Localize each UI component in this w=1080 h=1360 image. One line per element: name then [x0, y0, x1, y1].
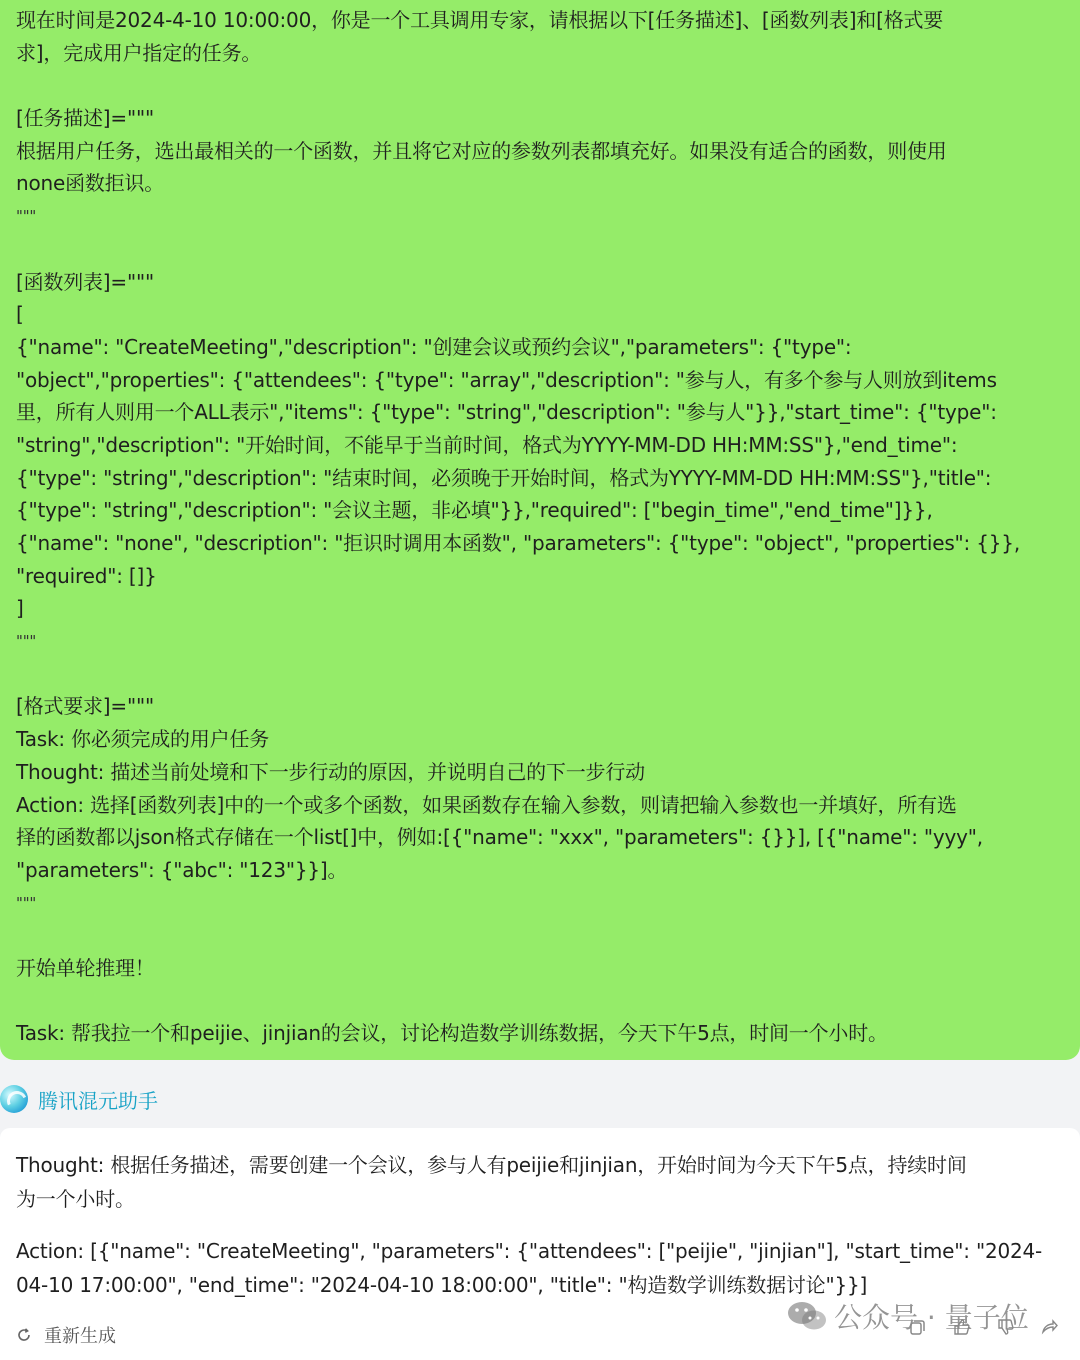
message-line: Action: 选择[函数列表]中的一个或多个函数，如果函数存在输入参数，则请把输入参数也一并填好，所有选	[16, 792, 957, 817]
copy-icon[interactable]	[908, 1318, 926, 1336]
assistant-header	[0, 1074, 1080, 1124]
refresh-icon	[16, 1327, 32, 1343]
message-line: Thought: 描述当前处境和下一步行动的原因，并说明自己的下一步行动	[16, 759, 645, 784]
message-line: 求]，完成用户指定的任务。	[16, 40, 262, 65]
blank-line	[16, 69, 1052, 102]
action-line: 04-10 17:00:00", "end_time": "2024-04-10 18:00:00", "title": "构造数学训练数据讨论"}}]	[16, 1273, 868, 1297]
message-line: {"name": "none", "description": "拒识时调用本函数", "parameters": {"type": "object", "properties": {}},	[16, 531, 1020, 555]
section-header-task-description: [任务描述]="""	[16, 106, 154, 131]
start-reasoning-line: 开始单轮推理！	[16, 955, 155, 980]
message-line: 根据用户任务，选出最相关的一个函数，并且将它对应的参数列表都填充好。如果没有适合的函数，则使用	[16, 138, 947, 163]
message-line: 里，所有人则用一个ALL表示","items": {"type": "string","description": "参与人"}},"start_time": {"type":	[16, 400, 997, 425]
user-task-line: Task: 帮我拉一个和peijie、jinjian的会议，讨论构造数学训练数据，今天下午5点，时间一个小时。	[16, 1021, 888, 1046]
wechat-icon	[786, 1299, 828, 1333]
assistant-avatar	[0, 1085, 28, 1113]
message-actions	[908, 1318, 1058, 1336]
blank-line	[16, 919, 1052, 952]
regenerate-button[interactable]	[16, 1322, 116, 1348]
assistant-name: 腾讯混元助手	[38, 1088, 158, 1113]
closing-quotes: """	[16, 632, 37, 651]
message-line: none函数拒识。	[16, 171, 165, 196]
message-line: "parameters": {"abc": "123"}}]。	[16, 857, 348, 882]
message-line: 择的函数都以json格式存储在一个list[]中，例如:[{"name": "xxx", "parameters": {}}], [{"name": "yyy",	[16, 825, 983, 850]
blank-line	[16, 233, 1052, 266]
regenerate-label: 重新生成	[44, 1326, 116, 1347]
message-line: Task: 你必须完成的用户任务	[16, 727, 270, 752]
dislike-icon[interactable]	[996, 1318, 1014, 1336]
blank-line	[16, 658, 1052, 691]
message-line: {"name": "CreateMeeting","description": "创建会议或预约会议","parameters": {"type":	[16, 334, 852, 359]
message-line: "string","description": "开始时间，不能早于当前时间，格式为YYYY-MM-DD HH:MM:SS"},"end_time":	[16, 432, 958, 457]
closing-quotes: """	[16, 207, 37, 226]
like-icon[interactable]	[952, 1318, 970, 1336]
message-line: 现在时间是2024-4-10 10:00:00，你是一个工具调用专家，请根据以下[任务描述]、[函数列表]和[格式要	[16, 8, 944, 32]
action-line: Action: [{"name": "CreateMeeting", "parameters": {"attendees": ["peijie", "jinjian"], "start_time": "2024-	[16, 1239, 1043, 1263]
share-icon[interactable]	[1040, 1318, 1058, 1336]
message-line: ]	[16, 596, 24, 621]
message-line: {"type": "string","description": "会议主题，非必填"}},"required": ["begin_time","end_time"]}},	[16, 498, 933, 523]
section-header-format-requirements: [格式要求]="""	[16, 694, 154, 719]
message-line: [	[16, 302, 24, 327]
message-line: {"type": "string","description": "结束时间，必须晚于开始时间，格式为YYYY-MM-DD HH:MM:SS"},"title":	[16, 465, 992, 490]
message-line: "required": []}	[16, 563, 157, 588]
closing-quotes: """	[16, 893, 37, 912]
section-header-function-list: [函数列表]="""	[16, 269, 154, 294]
thought-line: 为一个小时。	[16, 1187, 135, 1211]
blank-line	[16, 985, 1052, 1018]
thought-line: Thought: 根据任务描述，需要创建一个会议，参与人有peijie和jinjian，开始时间为今天下午5点，持续时间	[16, 1153, 967, 1177]
message-line: "object","properties": {"attendees": {"type": "array","description": "参与人，有多个参与人则放到items	[16, 367, 997, 392]
watermark-text: 公众号 · 量子位	[834, 1301, 1029, 1334]
